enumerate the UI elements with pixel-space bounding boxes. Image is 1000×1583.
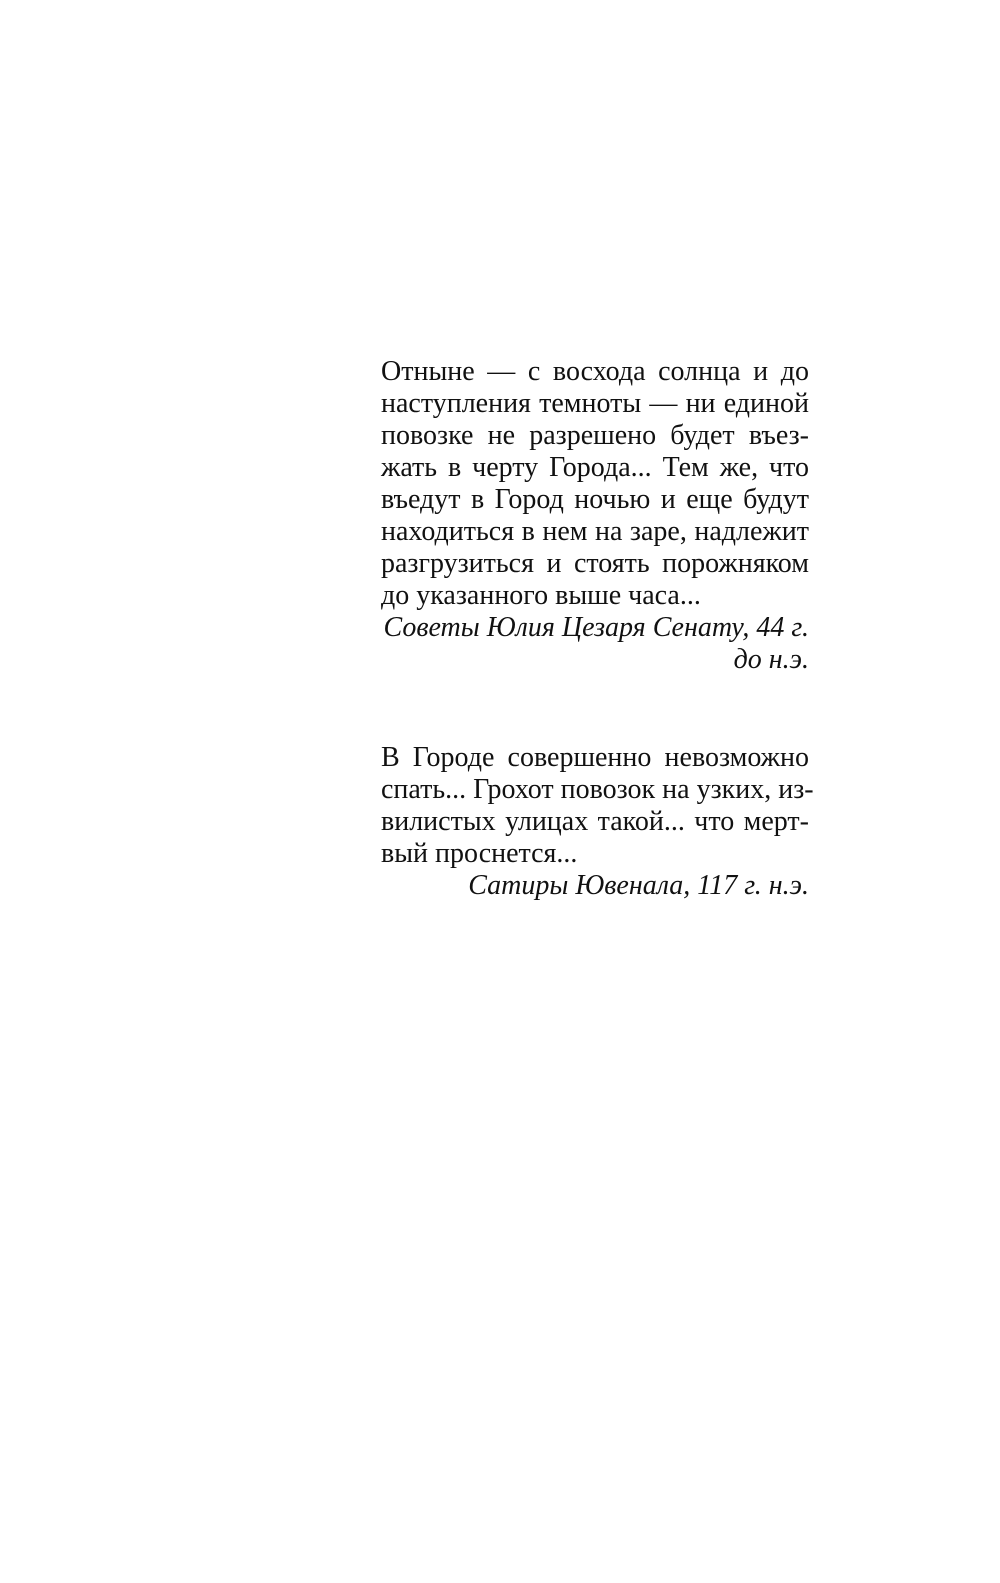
quote-line: наступления темноты — ни единой: [381, 388, 809, 419]
quote-line: В Городе совершенно невозможно: [381, 742, 809, 773]
epigraph-caesar: [381, 356, 809, 676]
quote-source: [381, 870, 809, 902]
quote-line: вый проснется...: [381, 838, 578, 869]
source-line: Сатиры Ювенала, 117 г. н.э.: [468, 870, 809, 901]
quote-line: въедут в Город ночью и еще будут: [381, 484, 809, 515]
quote-line: разгрузиться и стоять порожняком: [381, 548, 809, 579]
quote-line: Отныне — с восхода солнца и до: [381, 356, 809, 387]
quote-line: повозке не разрешено будет въез-: [381, 420, 809, 451]
quote-text: [381, 356, 809, 612]
quote-text: [381, 742, 814, 870]
quote-line: до указанного выше часа...: [381, 580, 701, 611]
quote-line: спать... Грохот повозок на узких, из-: [381, 774, 814, 805]
quote-source: [381, 612, 809, 676]
quote-line: жать в черту Города... Тем же, что: [381, 452, 809, 483]
quote-line: вилистых улицах такой... что мерт-: [381, 806, 809, 837]
quote-line: находиться в нем на заре, надлежит: [381, 516, 809, 547]
source-line: до н.э.: [733, 644, 809, 675]
epigraph-juvenal: [381, 742, 814, 902]
source-line: Советы Юлия Цезаря Сенату, 44 г.: [383, 612, 809, 643]
